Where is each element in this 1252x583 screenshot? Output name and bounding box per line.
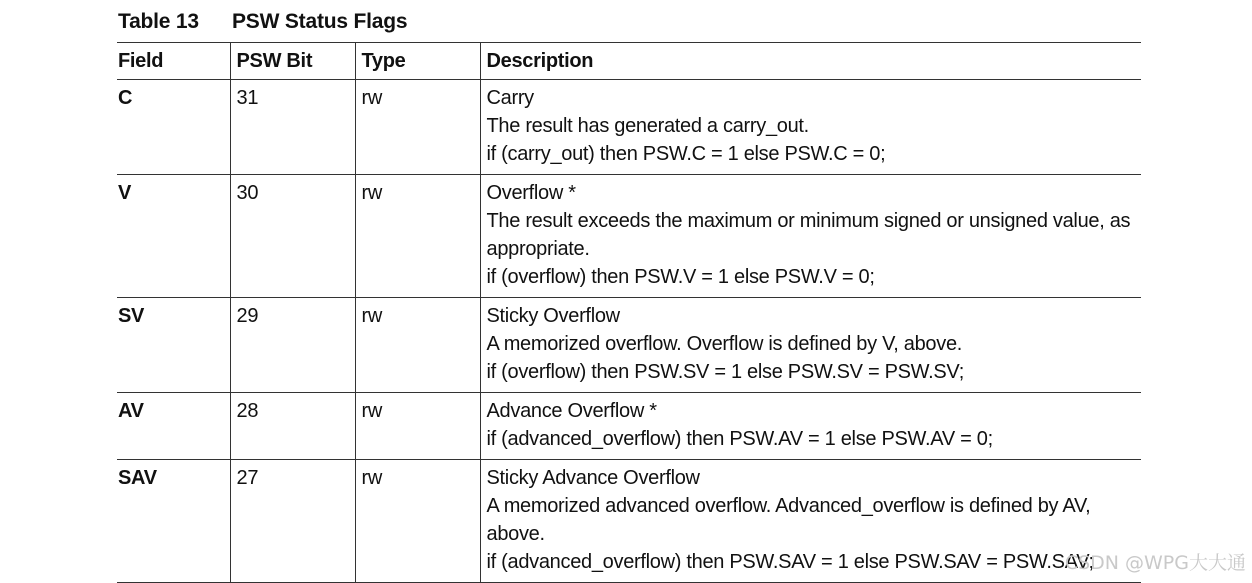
cell-bit: 29 bbox=[230, 298, 355, 393]
table-row bbox=[117, 393, 1141, 460]
cell-type: rw bbox=[355, 298, 480, 393]
cell-bit: 31 bbox=[230, 80, 355, 175]
cell-field: C bbox=[117, 80, 230, 175]
cell-bit: 27 bbox=[230, 460, 355, 583]
description-line: if (carry_out) then PSW.C = 1 else PSW.C = 0; bbox=[486, 143, 886, 165]
table-title: PSW Status Flags bbox=[232, 10, 408, 33]
cell-bit: 28 bbox=[230, 393, 355, 460]
psw-status-flags-table bbox=[117, 42, 1141, 583]
cell-description bbox=[480, 175, 1141, 298]
description-line: if (overflow) then PSW.SV = 1 else PSW.SV = PSW.SV; bbox=[486, 361, 964, 383]
table-header-row bbox=[117, 43, 1141, 80]
description-line: Overflow * bbox=[486, 182, 576, 204]
watermark: CSDN @WPG大大通 bbox=[1064, 552, 1246, 574]
description-line: Advance Overflow * bbox=[486, 400, 657, 422]
cell-type: rw bbox=[355, 460, 480, 583]
table-number: Table 13 bbox=[118, 10, 199, 33]
cell-description bbox=[480, 393, 1141, 460]
table-row bbox=[117, 80, 1141, 175]
description-line: A memorized advanced overflow. Advanced_overflow is defined by AV, above. bbox=[486, 495, 1091, 545]
cell-type: rw bbox=[355, 80, 480, 175]
header-psw-bit: PSW Bit bbox=[230, 43, 355, 80]
cell-type: rw bbox=[355, 175, 480, 298]
cell-description bbox=[480, 298, 1141, 393]
cell-field: SAV bbox=[117, 460, 230, 583]
cell-description bbox=[480, 460, 1141, 583]
cell-field: V bbox=[117, 175, 230, 298]
description-line: if (advanced_overflow) then PSW.SAV = 1 else PSW.SAV = PSW.SAV; bbox=[486, 551, 1094, 573]
description-line: Sticky Advance Overflow bbox=[486, 467, 700, 489]
cell-field: AV bbox=[117, 393, 230, 460]
table-row bbox=[117, 460, 1141, 583]
header-description: Description bbox=[480, 43, 1141, 80]
table-caption bbox=[118, 10, 407, 34]
cell-bit: 30 bbox=[230, 175, 355, 298]
description-line: The result has generated a carry_out. bbox=[486, 115, 809, 137]
cell-field: SV bbox=[117, 298, 230, 393]
table-body bbox=[117, 80, 1141, 583]
description-line: Sticky Overflow bbox=[486, 305, 620, 327]
table-row bbox=[117, 175, 1141, 298]
table-row bbox=[117, 298, 1141, 393]
header-type: Type bbox=[355, 43, 480, 80]
description-line: Carry bbox=[486, 87, 534, 109]
description-line: A memorized overflow. Overflow is defined by V, above. bbox=[486, 333, 963, 355]
header-field: Field bbox=[117, 43, 230, 80]
cell-type: rw bbox=[355, 393, 480, 460]
description-line: The result exceeds the maximum or minimum signed or unsigned value, as appropriate. bbox=[486, 210, 1131, 260]
description-line: if (overflow) then PSW.V = 1 else PSW.V = 0; bbox=[486, 266, 875, 288]
cell-description bbox=[480, 80, 1141, 175]
description-line: if (advanced_overflow) then PSW.AV = 1 else PSW.AV = 0; bbox=[486, 428, 993, 450]
